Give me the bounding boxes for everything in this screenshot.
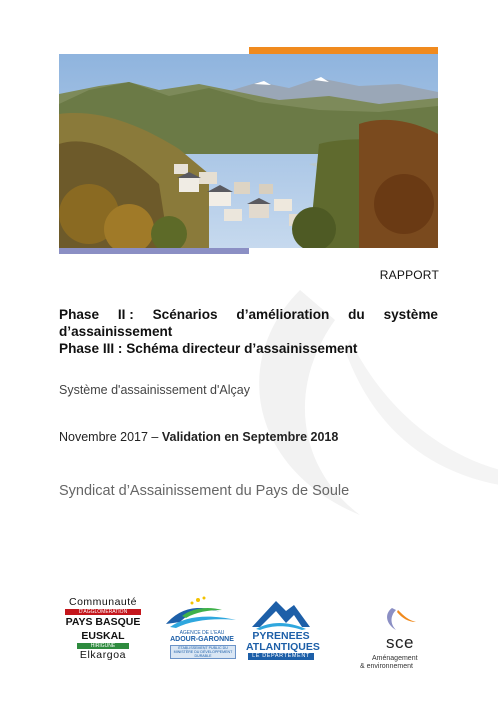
cpb-green-band: HIRIGUNE [77,643,129,649]
adour-line1: AGENCE DE L'EAU [179,630,225,636]
adour-garonne-logo [162,594,240,660]
sce-swirl-icon [356,606,426,632]
title-line-3: Phase III : Schéma directeur d’assainissement [59,341,358,356]
cover-photo [59,54,438,248]
date-line [59,430,338,444]
title-word: II : [117,307,134,322]
title-line-2: d’assainissement [59,324,173,339]
cpb-line1: Communauté [68,596,138,608]
cpb-line3: EUSKAL [81,630,125,642]
system-subtitle: Système d'assainissement d'Alçay [59,383,250,397]
adour-line2: ADOUR-GARONNE [170,636,234,643]
orange-accent-bar [249,47,438,54]
pa-line1: PYRENEES [252,630,310,642]
cpb-red-band: D'AGGLOMÉRATION [65,609,141,615]
adour-box: ÉTABLISSEMENT PUBLIC DU MINISTÈRE DU DÉVELOPPEMENT DURABLE [170,645,236,659]
client-name: Syndicat d’Assainissement du Pays de Soule [59,483,350,499]
cpb-line4: Elkargoa [79,649,127,661]
pa-band: LE DÉPARTEMENT [248,653,314,660]
pa-line2: ATLANTIQUES [246,641,320,653]
communaute-pays-basque-logo [63,597,143,663]
title-word: système [383,307,438,322]
report-titles [59,306,438,357]
title-word: du [348,307,365,322]
date-prefix: Novembre 2017 – [59,430,162,444]
sce-name: sce [386,633,414,652]
title-word: d’amélioration [236,307,330,322]
cpb-line2: PAYS BASQUE [65,616,141,628]
validation-date: Validation en Septembre 2018 [161,430,339,444]
document-type: RAPPORT [379,268,439,282]
sce-logo [356,606,426,672]
sce-tagline1: Aménagement [372,655,418,662]
title-word: Phase [59,307,100,322]
title-word: Scénarios [152,307,218,322]
purple-accent-bar [59,248,249,254]
mountain-wave-icon [246,597,316,631]
sce-tagline2: & environnement [360,663,413,670]
title-line-1 [59,306,438,323]
adour-wave-icon [162,594,240,630]
pyrenees-atlantiques-logo [246,597,320,661]
